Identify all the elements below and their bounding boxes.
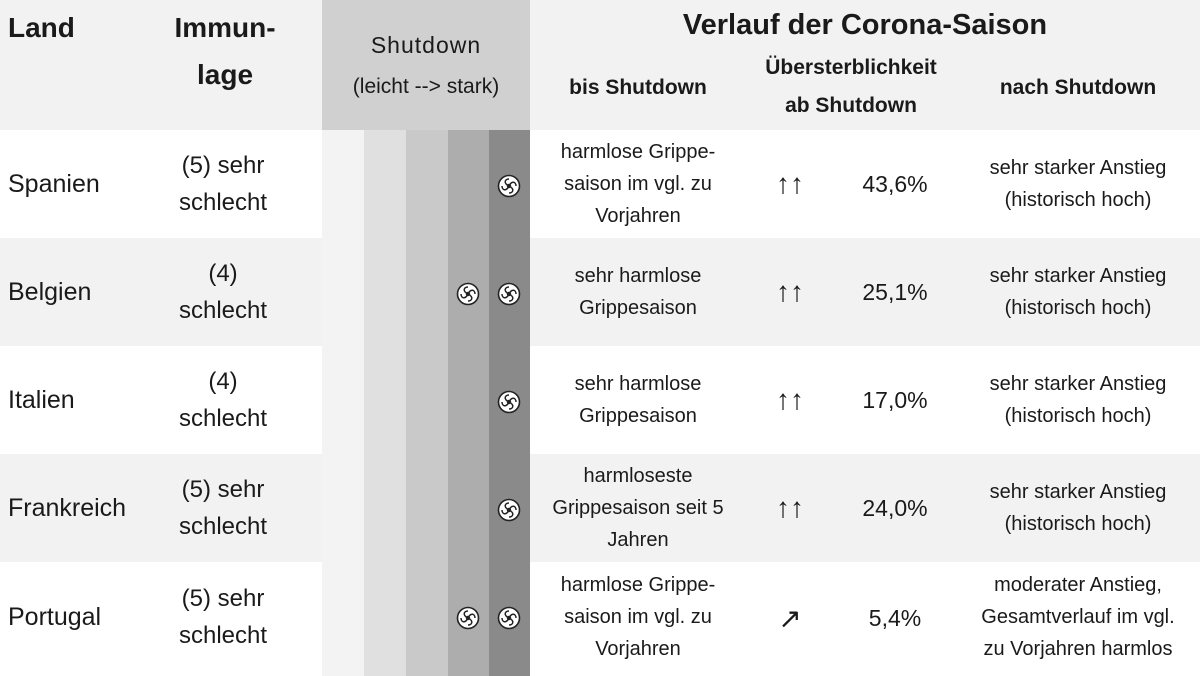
header-nach-shutdown: nach Shutdown bbox=[999, 76, 1157, 99]
row-5-trend-arrow: ↗ bbox=[778, 602, 802, 634]
shutdown-level-2 bbox=[364, 130, 406, 676]
row-5-imm-line2: schlecht bbox=[178, 622, 268, 649]
shutdown-level-3 bbox=[406, 130, 448, 676]
row-1-nach-shutdown bbox=[962, 150, 1194, 218]
row-1-nach-line2: (historisch hoch) bbox=[1004, 189, 1152, 211]
row-4-bis-shutdown bbox=[540, 460, 736, 556]
header-uebersterb-1: Übersterblichkeit bbox=[765, 56, 937, 79]
virus-icon bbox=[497, 498, 521, 522]
row-1-bis-line1: harmlose Grippe- bbox=[560, 141, 716, 163]
virus-icon bbox=[497, 282, 521, 306]
header-shutdown-title: Shutdown bbox=[370, 31, 482, 58]
row-1-bis-line3: Vorjahren bbox=[595, 205, 681, 227]
shutdown-level-4 bbox=[448, 130, 489, 676]
row-2-land: Belgien bbox=[8, 277, 92, 306]
row-3-bis-line2: Grippesaison bbox=[579, 405, 697, 427]
row-4-bis-line2: Grippesaison seit 5 bbox=[552, 497, 724, 519]
row-1-imm-line1: (5) sehr bbox=[181, 152, 265, 179]
row-5-nach-shutdown bbox=[962, 568, 1194, 666]
row-1-imm-line2: schlecht bbox=[178, 189, 268, 216]
virus-icon bbox=[497, 606, 521, 630]
row-2-trend-arrow: ↑↑ bbox=[776, 276, 804, 307]
row-3-trend-arrow: ↑↑ bbox=[776, 384, 804, 415]
header-land: Land bbox=[8, 12, 75, 43]
virus-icon bbox=[456, 606, 480, 630]
row-2-nach-line1: sehr starker Anstieg bbox=[989, 265, 1167, 287]
row-3-nach-line1: sehr starker Anstieg bbox=[989, 373, 1167, 395]
row-3-immunlage bbox=[148, 356, 298, 444]
row-2-imm-line1: (4) bbox=[208, 260, 238, 287]
row-1-nach-line1: sehr starker Anstieg bbox=[989, 157, 1167, 179]
virus-icon bbox=[456, 282, 480, 306]
row-5-uebersterblichkeit: 5,4% bbox=[868, 604, 922, 631]
row-2-nach-line2: (historisch hoch) bbox=[1004, 297, 1152, 319]
header-verlauf-title: Verlauf der Corona-Saison bbox=[682, 8, 1048, 41]
row-1-trend-arrow: ↑↑ bbox=[776, 168, 804, 199]
row-4-uebersterblichkeit: 24,0% bbox=[862, 494, 928, 521]
row-4-nach-line1: sehr starker Anstieg bbox=[989, 481, 1167, 503]
row-4-nach-line2: (historisch hoch) bbox=[1004, 513, 1152, 535]
row-2-uebersterblichkeit: 25,1% bbox=[862, 278, 928, 305]
row-5-land: Portugal bbox=[8, 602, 102, 631]
header-shutdown-sub: (leicht --> stark) bbox=[352, 75, 500, 98]
row-5-bis-line1: harmlose Grippe- bbox=[560, 574, 716, 596]
row-4-imm-line2: schlecht bbox=[178, 513, 268, 540]
row-3-bis-shutdown bbox=[540, 366, 736, 434]
row-1-uebersterblichkeit: 43,6% bbox=[862, 170, 928, 197]
shutdown-level-1 bbox=[322, 130, 364, 676]
virus-icon bbox=[497, 390, 521, 414]
row-3-nach-shutdown bbox=[962, 366, 1194, 434]
header-bis-shutdown: bis Shutdown bbox=[569, 76, 707, 99]
row-1-land: Spanien bbox=[8, 169, 100, 198]
row-5-immunlage bbox=[148, 573, 298, 661]
row-4-nach-shutdown bbox=[962, 474, 1194, 542]
row-4-land: Frankreich bbox=[8, 493, 127, 522]
row-5-nach-line1: moderater Anstieg, bbox=[994, 574, 1162, 596]
row-4-immunlage bbox=[148, 464, 298, 552]
row-3-imm-line2: schlecht bbox=[178, 405, 268, 432]
row-4-imm-line1: (5) sehr bbox=[181, 476, 265, 503]
row-4-bis-line3: Jahren bbox=[607, 529, 669, 551]
row-3-imm-line1: (4) bbox=[208, 368, 238, 395]
row-5-bis-shutdown bbox=[540, 568, 736, 666]
header-uebersterb-2: ab Shutdown bbox=[785, 94, 917, 117]
header-immunlage-2: lage bbox=[196, 59, 254, 90]
header-immunlage-1: Immun- bbox=[174, 12, 276, 43]
row-5-bis-line2: saison im vgl. zu bbox=[564, 606, 712, 628]
row-5-bis-line3: Vorjahren bbox=[595, 638, 681, 660]
row-2-bis-line1: sehr harmlose bbox=[574, 265, 702, 287]
row-4-trend-arrow: ↑↑ bbox=[776, 492, 804, 523]
row-1-bis-shutdown bbox=[540, 136, 736, 232]
row-4-bis-line1: harmloseste bbox=[583, 465, 693, 487]
row-2-bis-line2: Grippesaison bbox=[579, 297, 697, 319]
row-3-nach-line2: (historisch hoch) bbox=[1004, 405, 1152, 427]
row-3-uebersterblichkeit: 17,0% bbox=[862, 386, 928, 413]
row-3-land: Italien bbox=[8, 385, 75, 414]
row-3-bis-line1: sehr harmlose bbox=[574, 373, 702, 395]
shutdown-header-bg bbox=[322, 0, 530, 130]
row-1-bis-line2: saison im vgl. zu bbox=[564, 173, 712, 195]
row-5-imm-line1: (5) sehr bbox=[181, 585, 265, 612]
row-2-immunlage bbox=[148, 248, 298, 336]
virus-icon bbox=[497, 174, 521, 198]
row-5-nach-line2: Gesamtverlauf im vgl. bbox=[981, 606, 1175, 628]
row-2-imm-line2: schlecht bbox=[178, 297, 268, 324]
row-2-nach-shutdown bbox=[962, 258, 1194, 326]
row-1-immunlage bbox=[148, 140, 298, 228]
row-5-nach-line3: zu Vorjahren harmlos bbox=[983, 638, 1173, 660]
row-2-bis-shutdown bbox=[540, 258, 736, 326]
